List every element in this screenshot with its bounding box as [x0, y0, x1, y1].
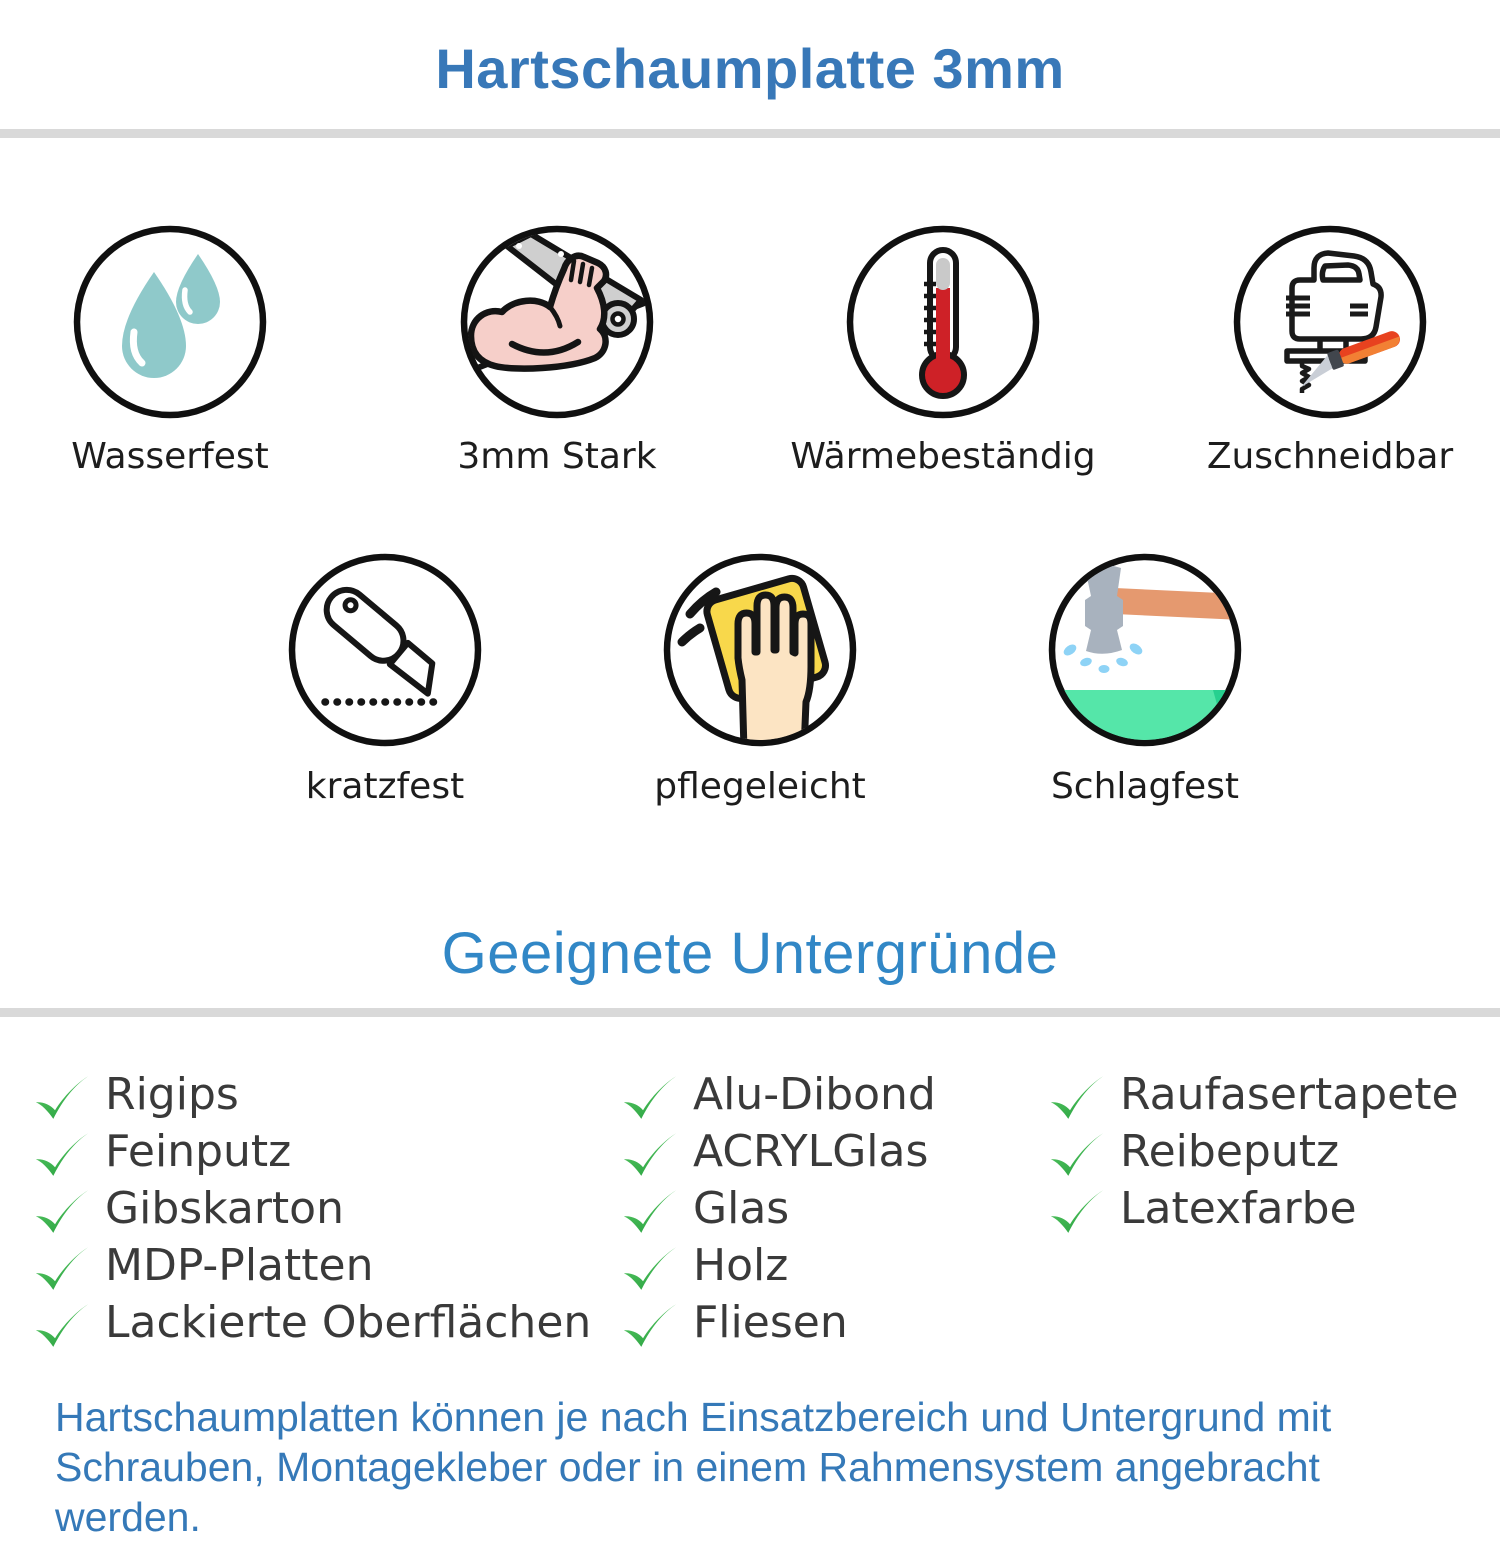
substrate-label: Fliesen — [693, 1297, 848, 1348]
substrate-item — [623, 1123, 936, 1180]
substrate-item — [35, 1237, 591, 1294]
substrate-item — [35, 1123, 591, 1180]
feature-waermebestaendig — [843, 222, 1043, 422]
feature-label: Schlagfest — [1050, 766, 1240, 807]
check-icon — [35, 1075, 89, 1121]
feature-kratzfest — [285, 550, 485, 750]
substrate-item — [35, 1180, 591, 1237]
feature-schlagfest — [1045, 550, 1245, 750]
substrate-item — [623, 1066, 936, 1123]
footer-line: Hartschaumplatten können je nach Einsatzbereich und Untergrund mit — [55, 1394, 1332, 1440]
check-icon — [1050, 1075, 1104, 1121]
substrate-item — [1050, 1180, 1459, 1237]
water-drops-icon — [70, 222, 270, 422]
substrate-column-3 — [1050, 1066, 1459, 1237]
feature-wasserfest — [70, 222, 270, 422]
check-icon — [623, 1303, 677, 1349]
feature-label: pflegeleicht — [654, 766, 866, 807]
jigsaw-knife-icon — [1230, 222, 1430, 422]
substrate-label: ACRYLGlas — [693, 1126, 929, 1177]
check-icon — [1050, 1189, 1104, 1235]
substrate-label: Holz — [693, 1240, 789, 1291]
feature-label: Wärmebeständig — [790, 436, 1096, 477]
feature-zuschneidbar — [1230, 222, 1430, 422]
substrate-item — [35, 1294, 591, 1351]
check-icon — [35, 1246, 89, 1292]
feature-label: kratzfest — [305, 766, 465, 807]
substrate-column-2 — [623, 1066, 936, 1351]
page-title: Hartschaumplatte 3mm — [435, 37, 1065, 100]
substrate-item — [35, 1066, 591, 1123]
feature-label: Wasserfest — [71, 436, 269, 477]
divider-bottom — [0, 1008, 1500, 1017]
check-icon — [35, 1132, 89, 1178]
substrate-label: Rigips — [105, 1069, 239, 1120]
substrate-item — [1050, 1066, 1459, 1123]
substrate-label: Alu-Dibond — [693, 1069, 936, 1120]
substrate-label: Glas — [693, 1183, 790, 1234]
check-icon — [623, 1246, 677, 1292]
substrate-item — [623, 1237, 936, 1294]
flex-arm-icon — [457, 222, 657, 422]
substrate-label: Gibskarton — [105, 1183, 344, 1234]
cutter-knife-icon — [285, 550, 485, 750]
section-title-substrates: Geeignete Untergründe — [441, 921, 1059, 986]
substrate-label: Lackierte Oberflächen — [105, 1297, 592, 1348]
wipe-hand-icon — [660, 550, 860, 750]
feature-label: Zuschneidbar — [1206, 436, 1454, 477]
substrate-item — [1050, 1123, 1459, 1180]
substrate-item — [623, 1294, 936, 1351]
substrate-label: Reibeputz — [1120, 1126, 1340, 1177]
check-icon — [35, 1303, 89, 1349]
hammer-icon — [1045, 550, 1245, 750]
feature-label: 3mm Stark — [457, 436, 657, 477]
substrate-label: MDP-Platten — [105, 1240, 374, 1291]
check-icon — [623, 1132, 677, 1178]
feature-pflegeleicht — [660, 550, 860, 750]
footer-note — [55, 1392, 1475, 1542]
footer-line: Schrauben, Montagekleber oder in einem Rahmensystem angebracht werden. — [55, 1444, 1320, 1540]
substrate-label: Latexfarbe — [1120, 1183, 1357, 1234]
substrate-label: Raufasertapete — [1120, 1069, 1459, 1120]
check-icon — [1050, 1132, 1104, 1178]
divider-top — [0, 129, 1500, 138]
check-icon — [623, 1189, 677, 1235]
substrate-column-1 — [35, 1066, 591, 1351]
feature-3mm-stark — [457, 222, 657, 422]
substrate-item — [623, 1180, 936, 1237]
check-icon — [623, 1075, 677, 1121]
thermometer-icon — [843, 222, 1043, 422]
substrate-label: Feinputz — [105, 1126, 292, 1177]
check-icon — [35, 1189, 89, 1235]
